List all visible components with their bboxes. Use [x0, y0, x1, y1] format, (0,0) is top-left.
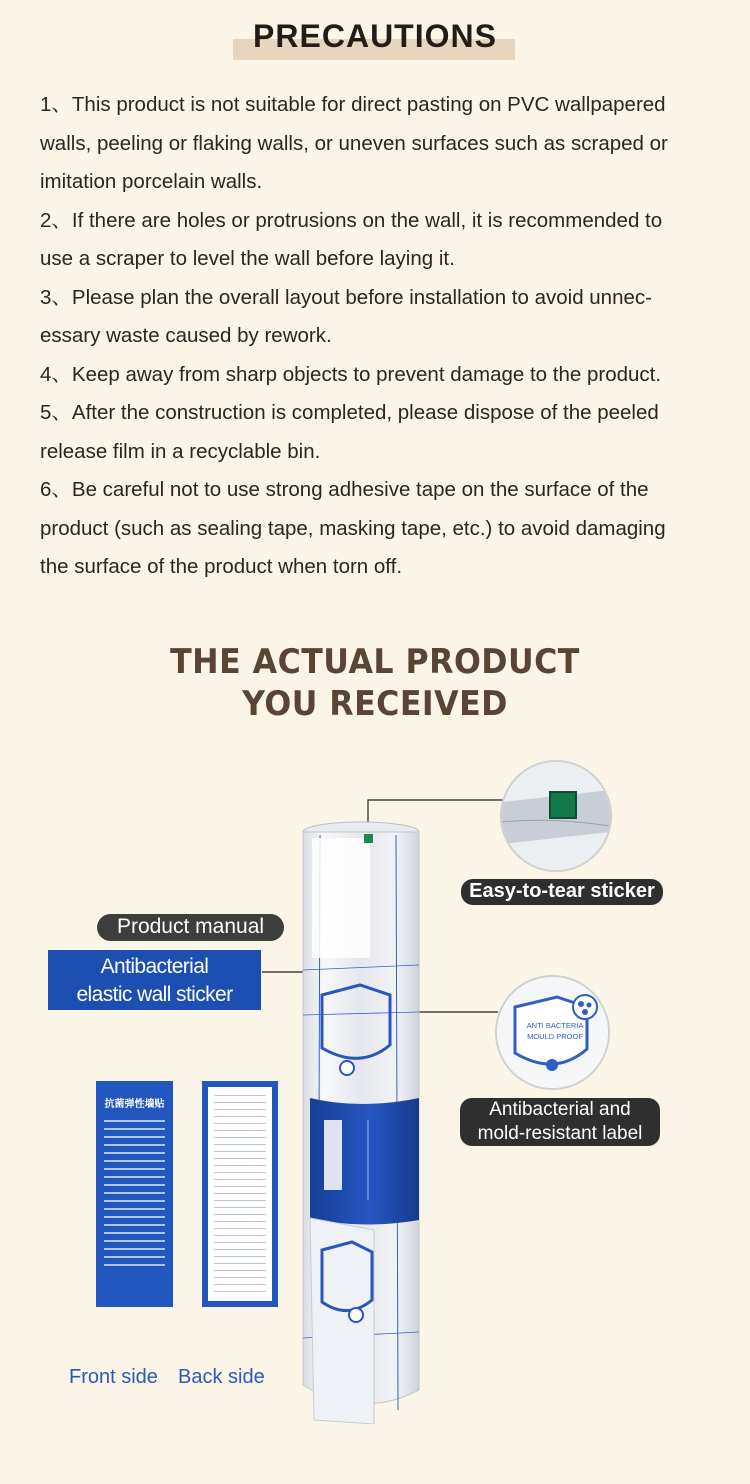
- blue-label-line2: elastic wall sticker: [76, 983, 233, 1006]
- precaution-line: 6、Be careful not to use strong adhesive tape on the surface of the: [40, 478, 649, 501]
- product-heading-line2: YOU RECEIVED: [242, 684, 508, 724]
- antibacterial-elastic-wall-sticker-label: [48, 950, 261, 1010]
- shield-text: [520, 1020, 590, 1042]
- manual-back-text-block: [214, 1095, 266, 1293]
- manual-front-title: 抗菌弹性墙贴: [104, 1099, 165, 1110]
- easy-to-tear-sticker-label: Easy-to-tear sticker: [461, 879, 663, 905]
- precautions-title: PRECAUTIONS: [253, 18, 497, 54]
- front-side-label: Front side: [69, 1366, 158, 1388]
- precaution-line: release film in a recyclable bin.: [40, 439, 321, 463]
- precaution-line: use a scraper to level the wall before laying it.: [40, 247, 455, 270]
- precaution-line: walls, peeling or flaking walls, or uneven surfaces such as scraped or: [40, 131, 668, 155]
- manual-back-page: [208, 1087, 272, 1301]
- shield-text-line1: ANTI BACTERIA: [526, 1021, 584, 1030]
- manual-front-side: [96, 1081, 173, 1307]
- precaution-line: 3、Please plan the overall layout before installation to avoid unnec-: [40, 285, 652, 309]
- precaution-line: 4、Keep away from sharp objects to prevent damage to the product.: [40, 362, 662, 386]
- manual-back-side: [202, 1081, 278, 1307]
- shield-text-line2: MOULD PROOF: [527, 1032, 583, 1041]
- precaution-line: product (such as sealing tape, masking tape, etc.) to avoid damaging: [40, 516, 666, 540]
- precaution-line: 1、This product is not suitable for direct pasting on PVC wallpapered: [40, 93, 666, 116]
- label-line1: Antibacterial and: [489, 1099, 631, 1120]
- back-side-label: Back side: [178, 1366, 265, 1388]
- label-line2: mold-resistant label: [477, 1123, 643, 1144]
- blue-label-line1: Antibacterial: [100, 955, 209, 978]
- product-heading-line1: THE ACTUAL PRODUCT: [170, 642, 580, 682]
- precaution-line: 5、After the construction is completed, please dispose of the peeled: [40, 401, 659, 424]
- sticker-closeup: [500, 760, 612, 872]
- manual-front-text-block: [104, 1120, 165, 1270]
- wall-sticker-roll: [300, 820, 422, 1424]
- precaution-line: the surface of the product when torn off.: [40, 555, 403, 578]
- precaution-line: essary waste caused by rework.: [40, 324, 332, 347]
- product-manual-label: Product manual: [97, 914, 284, 941]
- precaution-line: imitation porcelain walls.: [40, 170, 263, 193]
- precaution-line: 2、If there are holes or protrusions on the wall, it is recommended to: [40, 208, 663, 232]
- antibacterial-mold-resistant-label: [460, 1098, 660, 1146]
